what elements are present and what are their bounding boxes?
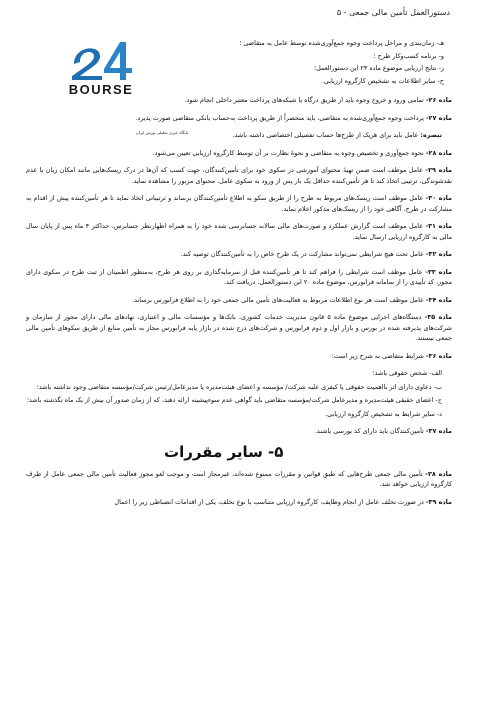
article-37-suppliers: ماده ۳۷- تأمین‌کنندگان باید دارای کد بورسی باشند.: [314, 427, 452, 435]
condition-item: د- سایر شرایط به تشخیص کارگروه ارزیابی.: [325, 409, 442, 418]
article-36: ماده ۳۶- شرایط متقاضی به شرح زیر است:: [331, 351, 452, 360]
article-34: ماده ۳۴- عامل موظف است هر نوع اطلاعات مربوط به فعالیت‌های تأمین مالی جمعی خود را به اطلاع فرابورس برساند.: [132, 295, 452, 304]
list-item: هـ- زمان‌بندی و مراحل پرداخت وجوه جمع‌آوری‌شده توسط عامل به متقاضی ؛: [239, 39, 444, 47]
logo-subtitle: پایگاه خبری تحلیلی بورس ایران: [135, 130, 189, 135]
article-30: ماده ۳۰- عامل موظف است ریسک‌های مربوط به طرح را از طریق سکو به اطلاع تأمین‌کنندگان برساند و ترتیباتی اتخاذ نماید تا هر تأمین‌کننده پیش از اقدام به مشارکت در طرح، آگاهی خود را از ریسک‌های مذکور اعلام نماید.: [26, 194, 452, 213]
article-35: ماده ۳۵- دستگاه‌های اجرایی موضوع ماده ۵ قانون مدیریت خدمات کشوری، بانک‌ها و مؤسسات مالی و اعتباری، نهادهای مالی دارای مجوز از سازمان و شرکت‌های پذیرفته شده در بورس و بازار اول و دوم فرابورس و شرکت‌های درج شده در بازار پایه فرابورس مجاز به تأمین منابع از طریق سکوهای تأمین مالی جمعی نیستند.: [26, 313, 452, 342]
article-28: ماده ۲۸- نحوه جمع‌آوری و تخصیص وجوه به متقاضی و نحوهٔ نظارت بر آن توسط کارگروه ارزیابی تعیین می‌شود.: [152, 148, 452, 157]
condition-item: ج- اعضای حقیقی هیئت‌مدیره و مدیرعامل شرکت/مؤسسه متقاضی باید گواهی عدم سوءپیشینه ارائه دهند، که از زمان صدور آن بیش از یک ماه نگذشته باشد؛: [26, 396, 442, 404]
article-29: ماده ۲۹- عامل موظف است ضمن تهیهٔ محتوای آموزشی در سکوی خود برای تأمین‌کنندگان، جهت کسب که آن‌ها در درک ریسک‌هایی مانند امکان زیان یا عدم نقدشوندگی، ترتیبی اتخاذ کند تا هر تأمین‌کننده حداقل یک بار پس از ورود به سکوی عامل، محتوای مزبور را مشاهده نماید.: [26, 166, 452, 185]
condition-item: الف- شخص حقوقی باشد؛: [372, 369, 442, 377]
list-item: و- برنامه کسب‌وکار طرح ؛: [373, 51, 444, 60]
section-title: ۵- سایر مقررات: [164, 442, 284, 461]
top-list: [182, 38, 452, 86]
page-header: دستورالعمل تأمین مالی جمعی - ۵: [336, 8, 450, 17]
document-body: [26, 38, 452, 510]
article-33: ماده ۳۳- عامل موظف است شرایطی را فراهم کند تا هر تأمین‌کننده قبل از سرمایه‌گذاری بر روی هر طرح، به‌منظور اطمینان از ثبت طرح در سکوی دارای مجوز، کد تأییدی را از سامانه فرابورس، موضوع ماده ۲۰ این دستورالعمل، دریافت کند.: [26, 267, 452, 286]
article-38: ماده ۳۸- تأمین مالی جمعی طرح‌هایی که طبق قوانین و مقررات ممنوع شده‌اند، غیرمجاز است و موجب لغو مجوز فعالیت تأمین مالی جمعی عامل از طرف کارگروه ارزیابی خواهد شد.: [26, 469, 452, 488]
article-32: ماده ۳۲- عامل تحت هیچ شرایطی نمی‌تواند مشارکت در یک طرح خاص را به تأمین‌کنندگان توصیه کند.: [180, 250, 452, 258]
list-item: ز- نتایج ارزیابی موضوع ماده ۲۳ این دستورالعمل؛: [314, 64, 444, 72]
list-item: ح- سایر اطلاعات به تشخیص کارگروه ارزیابی.: [321, 76, 444, 85]
article-31: ماده ۳۱- عامل موظف است گزارش عملکرد و صورت‌های مالی سالانه حسابرسی شده خود را به همراه اظهارنظر حسابرس، حداکثر ۴ ماه پس از پایان سال مالی به کارگروه ارزیابی ارسال نماید.: [26, 222, 452, 241]
article-39: ماده ۳۹- در صورت تخلف عامل از انجام وظایف، کارگروه ارزیابی متناسب با نوع تخلف، یکی از اقدامات انضباطی زیر را اعمال: [114, 497, 452, 506]
condition-item: ب- دعاوی دارای اثر با‌اهمیت حقوقی یا کیفری علیه شرکت/ مؤسسه و اعضای هیئت‌مدیره یا مدیرعامل/رئیس شرکت/مؤسسه متقاضی وجود نداشته باشد؛: [36, 382, 442, 391]
article-27: ماده ۲۷- پرداخت وجوه جمع‌آوری‌شده به متقاضی، باید منحصراً از طریق پرداخت به‌حساب بانکی متقاضی صورت پذیرد.: [135, 113, 452, 122]
logo-wordmark: BOURSE: [68, 82, 134, 97]
article-26: ماده ۲۶- تمامی ورود و خروج وجوه باید از طریق درگاه یا شبکه‌های پرداخت معتبر داخلی انجام شود.: [184, 96, 452, 104]
note: تبصره: عامل باید برای هریک از طرح‌ها حساب تفصیلی اختصاصی داشته باشد.: [232, 131, 442, 139]
